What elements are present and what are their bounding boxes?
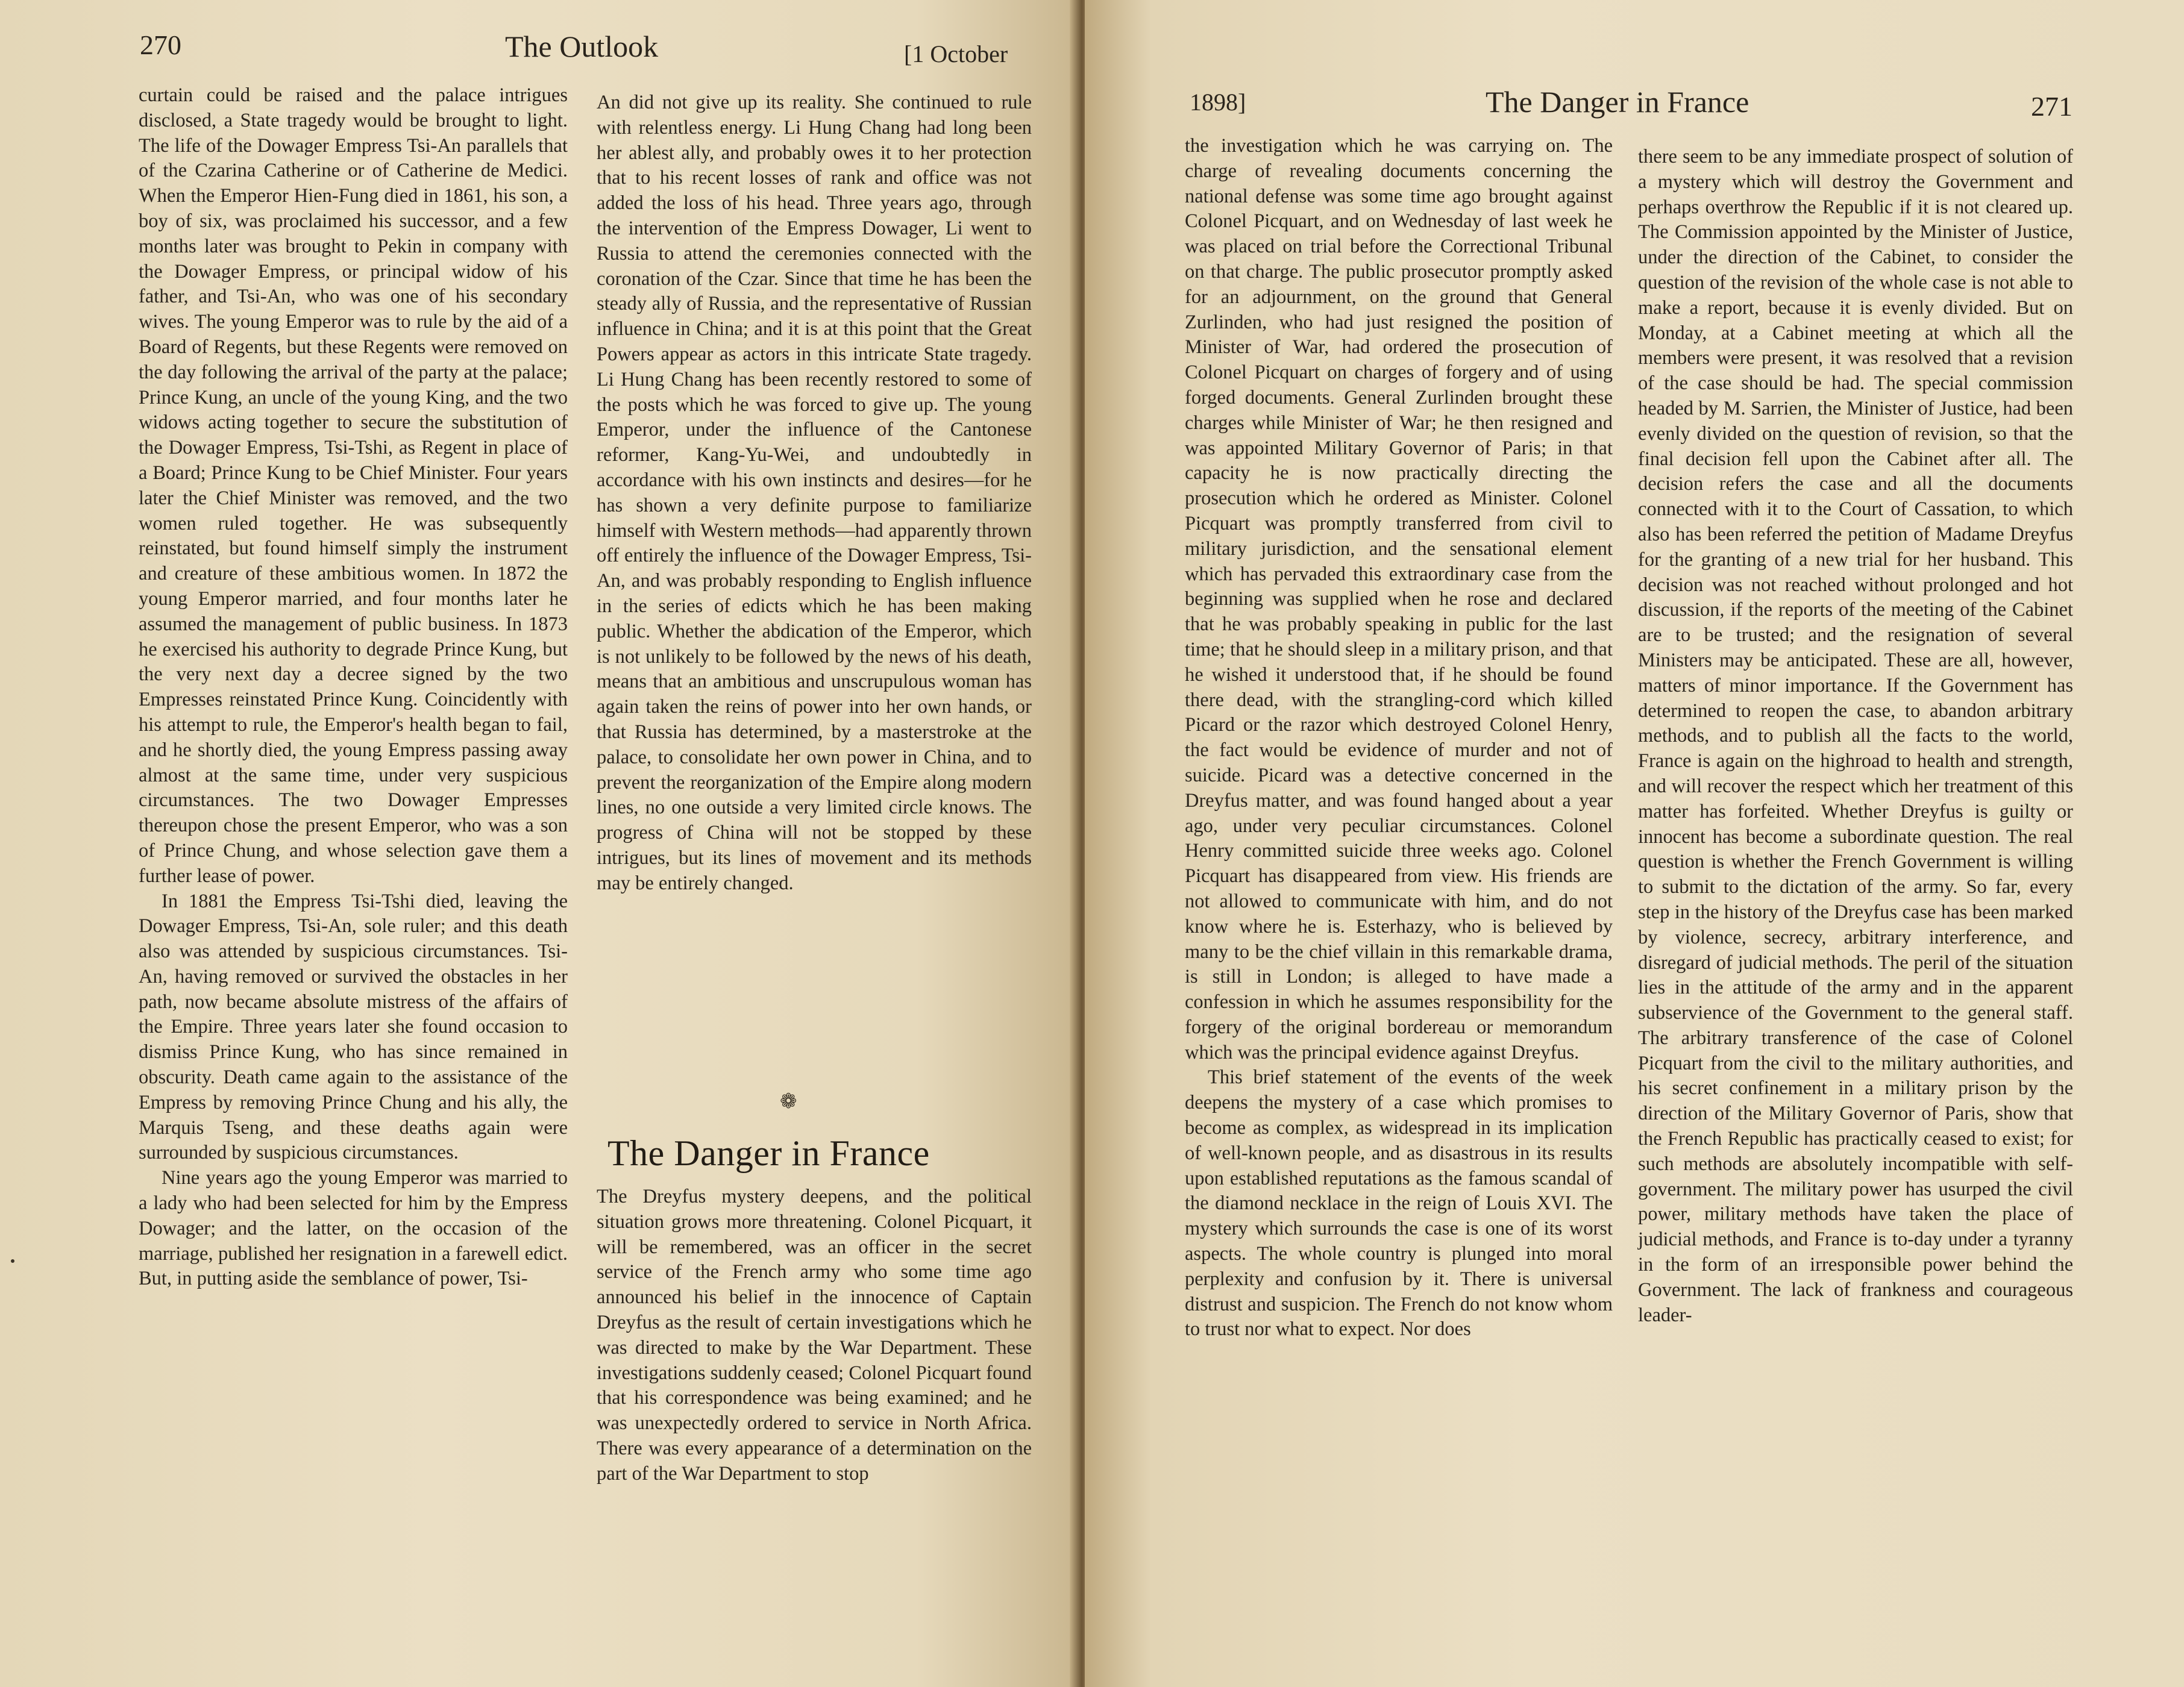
right-column-1 [1185, 134, 1613, 1342]
margin-speck [11, 1259, 14, 1263]
running-date-left: [1 October [904, 40, 1008, 67]
paragraph: curtain could be raised and the palace intrigues disclosed, a State tragedy would be brought to light. The life of the Dowager Empress Tsi-An parallels that of the Czarina Catherine or of Catherine de Medici. When the Emperor Hien-Fung died in 1861, his son, a boy of six, was proclaimed his successor, and a few months later was brought to Pekin in company with the Dowager Empress, or principal widow of his father, and Tsi-An, who was one of his secondary wives. The young Emperor was to rule by the aid of a Board of Regents, but these Regents were removed on the day following the arrival of the party at the palace; Prince Kung, an uncle of the young King, and the two widows acting together to secure the substitution of the Dowager Empress, Tsi-Tshi, as Regent in place of a Board; Prince Kung to be Chief Minister. Four years later the Chief Minister was removed, and the two women ruled together. He was subsequently reinstated, but found himself simply the instrument and creature of these ambitious women. In 1872 the young Emperor married, and four months later he assumed the management of public business. In 1873 he exercised his authority to degrade Prince Kung, but the very next day a decree signed by the two Empresses reinstated Prince Kung. Coincidently with his attempt to rule, the Emperor's health began to fail, and he shortly died, the young Empress passing away almost at the same time, under very suspicious circumstances. The two Dowager Empresses thereupon chose the present Emperor, who was a son of Prince Chung, and whose selection gave them a further lease of power. [139, 84, 568, 887]
paragraph: The Dreyfus mystery deepens, and the political situation grows more threatening. Colonel Picquart, it will be remembered, was an officer in the secret service of the French army who some time ago announced his belief in the innocence of Captain Dreyfus as the result of certain investigations which he was directed to make by the War Department. These investigations suddenly ceased; Colonel Picquart found that his correspondence was being examined; and he was unexpectedly ordered to service in North Africa. There was every appearance of a determination on the part of the War Department to stop [597, 1186, 1032, 1485]
paragraph: the investigation which he was carrying on. The charge of revealing documents concerning the national defense was some time ago brought against Colonel Picquart, and on Wednesday of last week he was placed on trial before the Correctional Tribunal on that charge. The public prosecutor promptly asked for an adjournment, on the ground that General Zurlinden, who had just resigned the position of Minister of War, had ordered the prosecution of Colonel Picquart on charges of forgery and of using forged documents. General Zurlinden brought these charges while Minister of War; he then resigned and was appointed Military Governor of Paris; in that capacity he is now practically directing the prosecution which he ordered as Minister. Colonel Picquart was promptly transferred from civil to military jurisdiction, and the sensational element which has pervaded this extraordinary case from the beginning was supplied when he rose and declared that he was probably speaking in public for the last time; that he should sleep in a military prison, and that he wished it understood that, if he should be found there dead, with the strangling-cord which killed Picard or the razor which destroyed Colonel Henry, the fact would be evidence of murder and not of suicide. Picard was a detective concerned in the Dreyfus matter, and was found hanged about a year ago, under very peculiar circumstances. Colonel Henry committed suicide three weeks ago. Colonel Picquart has disappeared from view. His friends are not allowed to communicate with him, and do not know where he is. Esterhazy, who is believed by many to be the chief villain in this remarkable drama, is still in London; is alleged to have made a confession in which he assumes responsibility for the forgery of the original bordereau or memorandum which was the principal evidence against Dreyfus. [1185, 135, 1613, 1063]
article-title: The Danger in France [607, 1133, 930, 1173]
page-number-right: 271 [2031, 91, 2073, 122]
running-date-right: 1898] [1190, 89, 1246, 116]
running-title-left: The Outlook [505, 30, 659, 63]
left-page [0, 0, 1079, 1687]
running-title-right: The Danger in France [1486, 85, 1749, 119]
page-number-left: 270 [140, 30, 181, 60]
paragraph: An did not give up its reality. She continued to rule with relentless energy. Li Hung Chang had long been her ablest ally, and probably owes it to her protection that to his recent losses of rank and office was not added the loss of his head. Three years ago, through the intervention of the Empress Dowager, Li went to Russia to attend the ceremonies connected with the coronation of the Czar. Since that time he has been the steady ally of Russia, and the representative of Russian influence in China; and it is at this point that the Great Powers appear as actors in this intricate State tragedy. Li Hung Chang has been recently restored to some of the posts which he was forced to give up. The young Emperor, under the influence of the Cantonese reformer, Kang-Yu-Wei, and undoubtedly in accordance with his own instincts and desires—for he has shown a very definite purpose to familiarize himself with Western methods—had apparently thrown off entirely the influence of the Dowager Empress, Tsi-An, and was probably responding to English influence in the series of edicts which he has been making public. Whether the abdication of the Emperor, which is not unlikely to be followed by the news of his death, means that an ambitious and unscrupulous woman has again taken the reins of power into her own hands, or that Russia has determined, by a masterstroke at the palace, to consolidate her own power in China, and to prevent the reorganization of the Empire along modern lines, no one outside a very limited circle knows. The progress of China will not be stopped by these intrigues, but its lines of movement and its methods may be entirely changed. [597, 92, 1032, 894]
right-page [1085, 0, 2184, 1687]
left-column-2-article [597, 1185, 1032, 1487]
paragraph: This brief statement of the events of the week deepens the mystery of a case which promises to become as complex, as widespread in its implication of well-known people, and as disastrous in its results upon established reputations as the famous scandal of the diamond necklace in the reign of Louis XVI. The mystery which surrounds the case is one of its worst aspects. The whole country is plunged into moral perplexity and confusion by it. There is universal distrust and suspicion. The French do not know whom to trust nor what to expect. Nor does [1185, 1066, 1613, 1341]
paragraph: there seem to be any immediate prospect of solution of a mystery which will destroy the Government and perhaps overthrow the Republic if it is not cleared up. The Commission appointed by the Minister of Justice, under the direction of the Cabinet, to consider the question of the revision of the whole case is not able to make a report, because it is evenly divided. But on Monday, at a Cabinet meeting at which all the members were present, it was resolved that a revision of the case should be had. The special commission headed by M. Sarrien, the Minister of Justice, had been evenly divided on the question of revision, so that the final decision fell upon the Cabinet after all. The decision refers the case and all the documents connected with it to the Court of Cassation, to which also has been referred the petition of Madame Dreyfus for the granting of a new trial for her husband. This decision was not reached without prolonged and hot discussion, if the reports of the meeting of the Cabinet are to be trusted; and the resignation of several Ministers may be anticipated. These are all, however, matters of minor importance. If the Government has determined to reopen the case, to abandon arbitrary methods, and to publish all the facts to the world, France is again on the highroad to health and strength, and will recover the respect which her treatment of this matter has forfeited. Whether Dreyfus is guilty or innocent has become a subordinate question. The real question is whether the French Government is willing to submit to the dictation of the army. So far, every step in the history of the Dreyfus case has been marked by violence, secrecy, arbitrary interference, and disregard of judicial methods. The peril of the situation lies in the attitude of the army and in the apparent subservience of the Government to the general staff. The arbitrary transference of the case of Colonel Picquart from the civil to the military authorities, and his secret confinement in a military prison by the direction of the Military Governor of Paris, show that the French Republic has practically ceased to exist; for such methods are absolutely incompatible with self-government. The military power has usurped the civil power, military methods have taken the place of judicial methods, and France is to-day under a tyranny in the form of an irresponsible power behind the Government. The lack of frankness and courageous leader- [1638, 146, 2073, 1326]
right-column-2 [1638, 145, 2073, 1328]
paragraph: In 1881 the Empress Tsi-Tshi died, leaving the Dowager Empress, Tsi-An, sole ruler; and this death also was attended by suspicious circumstances. Tsi-An, having removed or survived the obstacles in her path, now became absolute mistress of the affairs of the Empire. Three years later she found occasion to dismiss Prince Kung, who has since remained in obscurity. Death came again to the assistance of the Empress by removing Prince Chung and his ally, the Marquis Tseng, and these deaths again were surrounded by suspicious circumstances. [139, 890, 568, 1164]
paragraph: Nine years ago the young Emperor was married to a lady who had been selected for him by the Empress Dowager; and the latter, on the occasion of the marriage, published her resignation in a farewell edict. But, in putting aside the semblance of power, Tsi- [139, 1167, 568, 1290]
left-column-1 [139, 83, 568, 1292]
section-ornament-icon: ❁ [780, 1089, 797, 1113]
left-column-2-top [597, 90, 1032, 897]
